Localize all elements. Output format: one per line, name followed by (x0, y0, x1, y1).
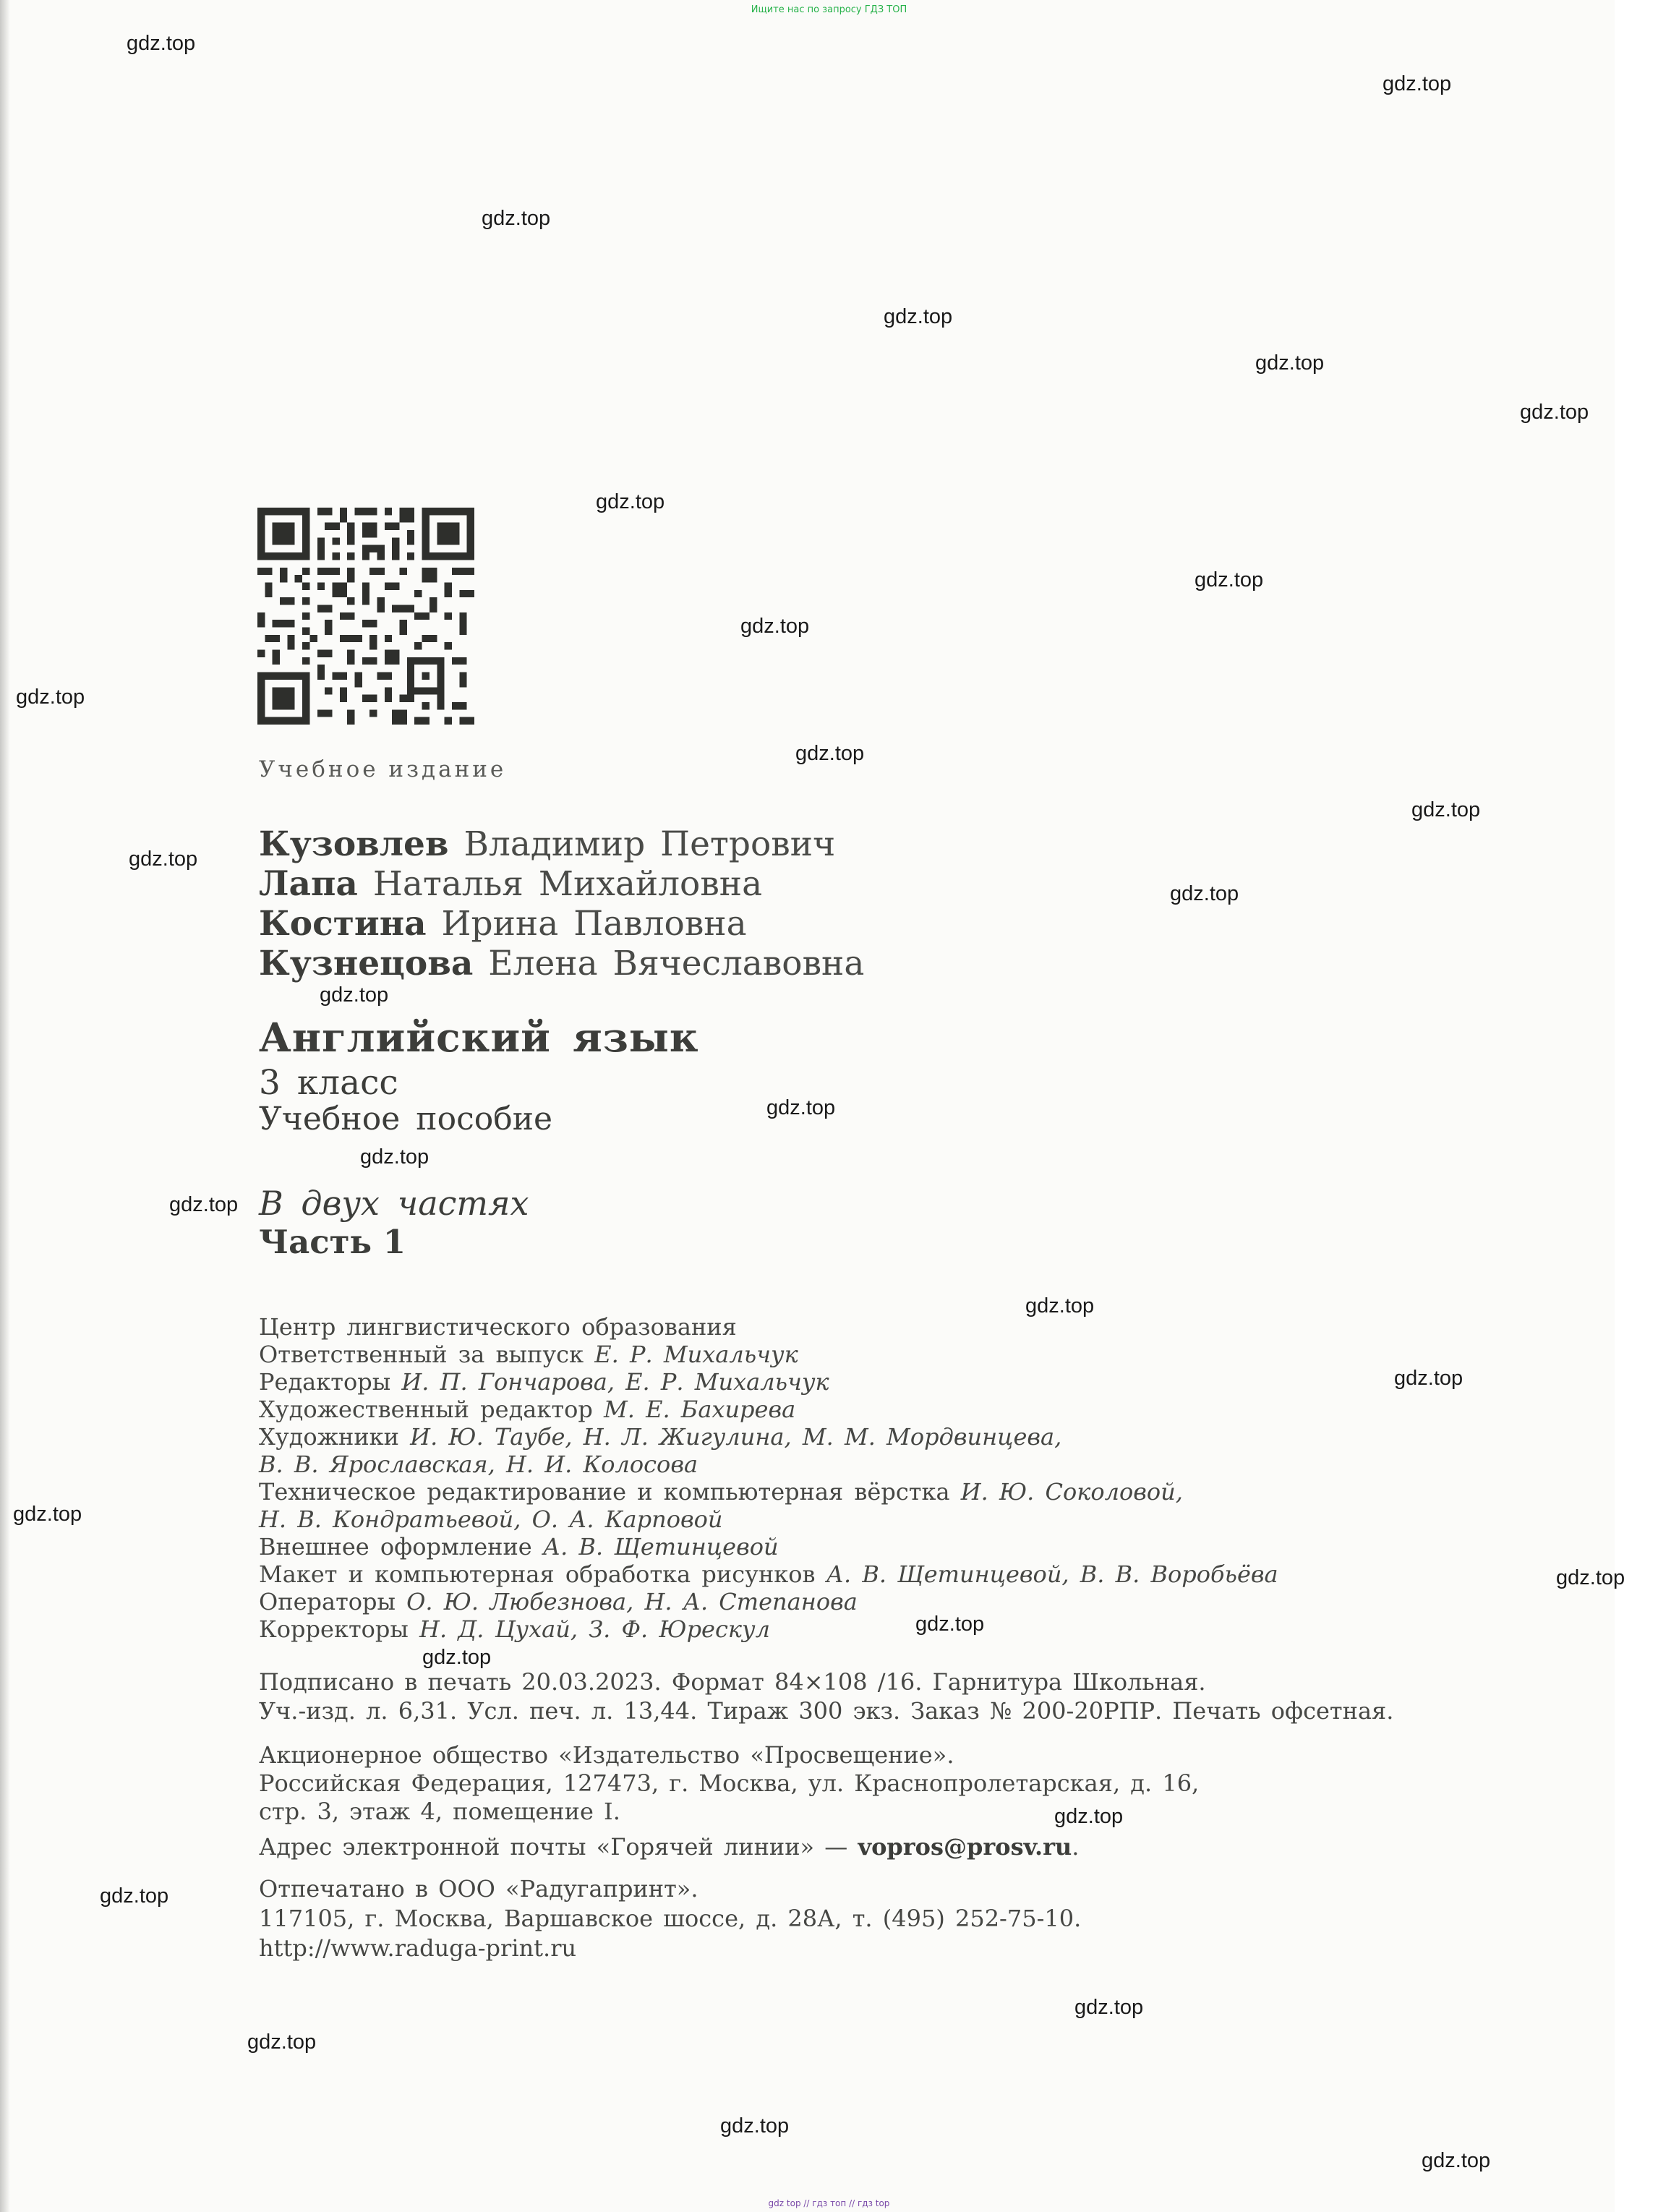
author (259, 824, 864, 864)
watermark: gdz.top (1195, 568, 1264, 592)
credit-names: В. В. Ярославская, Н. И. Колосова (259, 1451, 698, 1478)
credit-names: И. П. Гончарова, Е. Р. Михальчук (401, 1368, 829, 1396)
credit-role: Художники (259, 1423, 399, 1451)
watermark: gdz.top (1170, 882, 1239, 905)
print-spec-line: Уч.-изд. л. 6,31. Усл. печ. л. 13,44. Тираж 300 экз. Заказ № 200-20РПР. Печать офсетная. (259, 1697, 1394, 1725)
author-first-name: Ирина Павловна (441, 904, 747, 944)
credit-names: А. В. Щетинцевой (542, 1533, 779, 1560)
credit-names: Н. В. Кондратьевой, О. А. Карповой (259, 1506, 723, 1533)
watermark: gdz.top (482, 207, 551, 230)
credit-line (259, 1560, 1278, 1588)
watermark: gdz.top (1383, 72, 1452, 95)
watermark: gdz.top (1074, 1996, 1144, 2019)
credit-line (259, 1615, 1278, 1643)
watermark: gdz.top (129, 847, 198, 871)
book-title: Английский язык (259, 1014, 699, 1061)
top-banner[interactable]: Ищите нас по запросу ГДЗ ТОП (751, 4, 907, 15)
watermark: gdz.top (1054, 1805, 1124, 1828)
watermark: gdz.top (1411, 798, 1481, 821)
credit-line (259, 1588, 1278, 1615)
credit-role: Художественный редактор (259, 1396, 593, 1423)
watermark: gdz.top (247, 2030, 317, 2054)
credit-names: А. В. Щетинцевой, В. В. Воробьёва (826, 1560, 1278, 1588)
hotline-tail: . (1072, 1833, 1080, 1861)
author (259, 944, 864, 983)
bottom-banner[interactable]: gdz top // гдз топ // гдз top (768, 2198, 890, 2208)
title-block (259, 1012, 699, 1138)
authors-list (259, 824, 864, 983)
watermark: gdz.top (13, 1503, 82, 1526)
qr-code[interactable] (257, 508, 474, 725)
credit-role: Редакторы (259, 1368, 391, 1396)
watermark: gdz.top (1520, 401, 1589, 424)
publisher-info (259, 1741, 1199, 1826)
hotline-label: Адрес электронной почты «Горячей линии» — (259, 1833, 848, 1861)
watermark: gdz.top (360, 1145, 430, 1169)
book-parts: В двух частях (259, 1184, 529, 1223)
watermark: gdz.top (596, 490, 665, 513)
watermark: gdz.top (1556, 1566, 1625, 1589)
author (259, 864, 864, 904)
printer-url-link[interactable]: http://www.raduga-print.ru (259, 1934, 577, 1962)
credit-names: Е. Р. Михальчук (594, 1341, 798, 1368)
credit-line (259, 1423, 1278, 1451)
page-shadow (0, 0, 10, 2212)
credit-line (259, 1506, 1278, 1533)
credit-role: Корректоры (259, 1615, 409, 1643)
credit-role: Операторы (259, 1588, 396, 1615)
publisher-line: Акционерное общество «Издательство «Просвещение». (259, 1741, 954, 1769)
author-first-name: Наталья Михайловна (372, 864, 763, 904)
credit-role: Центр лингвистического образования (259, 1313, 737, 1341)
credit-role: Внешнее оформление (259, 1533, 532, 1560)
watermark: gdz.top (1394, 1367, 1463, 1390)
watermark: gdz.top (422, 1646, 492, 1669)
book-type: Учебное пособие (259, 1101, 553, 1137)
author-first-name: Владимир Петрович (463, 824, 836, 864)
watermark: gdz.top (1422, 2149, 1491, 2172)
watermark: gdz.top (169, 1193, 239, 1216)
credit-line (259, 1341, 1278, 1368)
credit-line (259, 1533, 1278, 1560)
watermark: gdz.top (884, 305, 953, 328)
print-spec-line: Подписано в печать 20.03.2023. Формат 84×108 /16. Гарнитура Школьная. (259, 1668, 1206, 1696)
author-last-name: Кузнецова (259, 944, 474, 983)
credit-names: И. Ю. Соколовой, (960, 1478, 1183, 1506)
author-last-name: Кузовлев (259, 824, 449, 864)
edition-label: Учебное издание (259, 756, 507, 782)
printer-line: 117105, г. Москва, Варшавское шоссе, д. 28А, т. (495) 252-75-10. (259, 1905, 1082, 1932)
credit-line (259, 1368, 1278, 1396)
credit-names: О. Ю. Любезнова, Н. А. Степанова (406, 1588, 858, 1615)
page-edge (1615, 0, 1658, 2212)
credit-names: Н. Д. Цухай, З. Ф. Юрескул (419, 1615, 770, 1643)
watermark: gdz.top (1255, 351, 1325, 375)
printer-info (259, 1874, 1081, 1963)
watermark: gdz.top (795, 742, 865, 765)
watermark: gdz.top (100, 1884, 169, 1908)
book-grade: 3 класс (259, 1063, 398, 1103)
watermark: gdz.top (1025, 1294, 1095, 1318)
author-first-name: Елена Вячеславовна (488, 944, 865, 983)
publisher-line: стр. 3, этаж 4, помещение I. (259, 1798, 620, 1825)
watermark: gdz.top (16, 686, 85, 709)
credit-role: Техническое редактирование и компьютерная вёрстка (259, 1478, 950, 1506)
publisher-line: Российская Федерация, 127473, г. Москва, ул. Краснопролетарская, д. 16, (259, 1769, 1200, 1797)
print-specs (259, 1667, 1393, 1725)
watermark: gdz.top (915, 1613, 985, 1636)
credit-line (259, 1396, 1278, 1423)
watermark: gdz.top (766, 1096, 836, 1119)
watermark: gdz.top (740, 615, 810, 638)
author-last-name: Лапа (259, 864, 358, 904)
parts-block (259, 1183, 529, 1261)
credits-list (259, 1313, 1278, 1643)
watermark: gdz.top (320, 983, 389, 1007)
book-part: Часть 1 (259, 1223, 406, 1261)
credit-line (259, 1478, 1278, 1506)
credit-role: Ответственный за выпуск (259, 1341, 584, 1368)
credit-names: И. Ю. Таубе, Н. Л. Жигулина, М. М. Мордвинцева, (410, 1423, 1062, 1451)
author (259, 904, 864, 944)
hotline-email-line (259, 1832, 1079, 1861)
watermark: gdz.top (720, 2114, 790, 2138)
hotline-email-link[interactable]: vopros@prosv.ru (858, 1833, 1072, 1861)
printer-line: Отпечатано в ООО «Радугапринт». (259, 1875, 698, 1903)
author-last-name: Костина (259, 904, 427, 944)
watermark: gdz.top (127, 32, 196, 55)
credit-line (259, 1313, 1278, 1341)
credit-line (259, 1451, 1278, 1478)
credit-role: Макет и компьютерная обработка рисунков (259, 1560, 816, 1588)
credit-names: М. Е. Бахирева (603, 1396, 796, 1423)
